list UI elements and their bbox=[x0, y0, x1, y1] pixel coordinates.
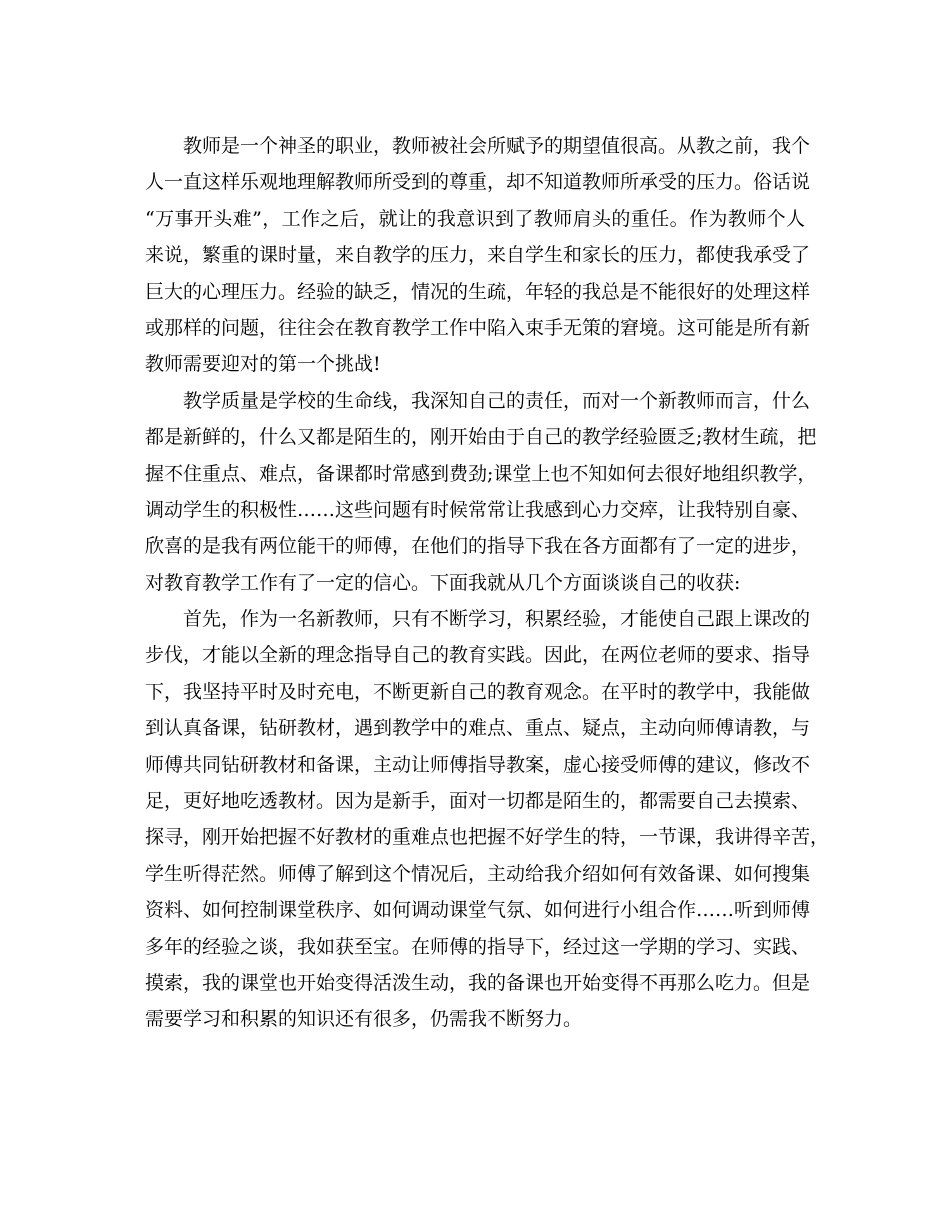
text-line: 巨大的心理压力。经验的缺乏，情况的生疏，年轻的我总是不能很好的处理这样 bbox=[145, 280, 811, 303]
paragraph bbox=[145, 601, 830, 1038]
text-line: 首先，作为一名新教师，只有不断学习，积累经验，才能使自己跟上课改的 bbox=[183, 608, 811, 631]
text-line: 多年的经验之谈，我如获至宝。在师傅的指导下，经过这一学期的学习、实践、 bbox=[145, 935, 811, 958]
text-line: 调动学生的积极性……这些问题有时候常常让我感到心力交瘁，让我特别自豪、 bbox=[145, 498, 811, 521]
text-line: 握不住重点、难点，备课都时常感到费劲;课堂上也不知如何去很好地组织教学， bbox=[145, 462, 817, 485]
paragraph bbox=[145, 383, 817, 601]
text-line: 或那样的问题，往往会在教育教学工作中陷入束手无策的窘境。这可能是所有新 bbox=[145, 316, 811, 339]
text-line: “万事开头难”，工作之后，就让的我意识到了教师肩头的重任。作为教师个人 bbox=[145, 207, 805, 230]
text-line: 对教育教学工作有了一定的信心。下面我就从几个方面谈谈自己的收获: bbox=[145, 571, 741, 594]
text-line: 摸索，我的课堂也开始变得活泼生动，我的备课也开始变得不再那么吃力。但是 bbox=[145, 971, 811, 994]
document-body bbox=[145, 128, 830, 1038]
text-line: 欣喜的是我有两位能干的师傅，在他们的指导下我在各方面都有了一定的进步， bbox=[145, 535, 811, 558]
paragraph bbox=[145, 128, 811, 383]
text-line: 步伐，才能以全新的理念指导自己的教育实践。因此，在两位老师的要求、指导 bbox=[145, 644, 811, 667]
text-line: 都是新鲜的，什么又都是陌生的，刚开始由于自己的教学经验匮乏;教材生疏，把 bbox=[145, 426, 817, 449]
text-line: 资料、如何控制课堂秩序、如何调动课堂气氛、如何进行小组合作……听到师傅 bbox=[145, 899, 811, 922]
text-line: 足，更好地吃透教材。因为是新手，面对一切都是陌生的，都需要自己去摸索、 bbox=[145, 790, 811, 813]
text-line: 探寻，刚开始把握不好教材的重难点也把握不好学生的特，一节课，我讲得辛苦， bbox=[145, 826, 830, 849]
text-line: 师傅共同钻研教材和备课，主动让师傅指导教案，虚心接受师傅的建议，修改不 bbox=[145, 753, 811, 776]
text-line: 需要学习和积累的知识还有很多，仍需我不断努力。 bbox=[145, 1008, 583, 1031]
text-line: 来说，繁重的课时量，来自教学的压力，来自学生和家长的压力，都使我承受了 bbox=[145, 244, 811, 267]
text-line: 教师需要迎对的第一个挑战! bbox=[145, 353, 381, 376]
text-line: 下，我坚持平时及时充电，不断更新自己的教育观念。在平时的教学中，我能做 bbox=[145, 680, 811, 703]
text-line: 学生听得茫然。师傅了解到这个情况后，主动给我介绍如何有效备课、如何搜集 bbox=[145, 862, 811, 885]
text-line: 教师是一个神圣的职业，教师被社会所赋予的期望值很高。从教之前，我个 bbox=[183, 135, 811, 157]
text-line: 到认真备课，钻研教材，遇到教学中的难点、重点、疑点，主动向师傅请教，与 bbox=[145, 717, 811, 740]
text-line: 人一直这样乐观地理解教师所受到的尊重，却不知道教师所承受的压力。俗话说 bbox=[145, 171, 811, 194]
text-line: 教学质量是学校的生命线，我深知自己的责任，而对一个新教师而言，什么 bbox=[183, 389, 811, 412]
